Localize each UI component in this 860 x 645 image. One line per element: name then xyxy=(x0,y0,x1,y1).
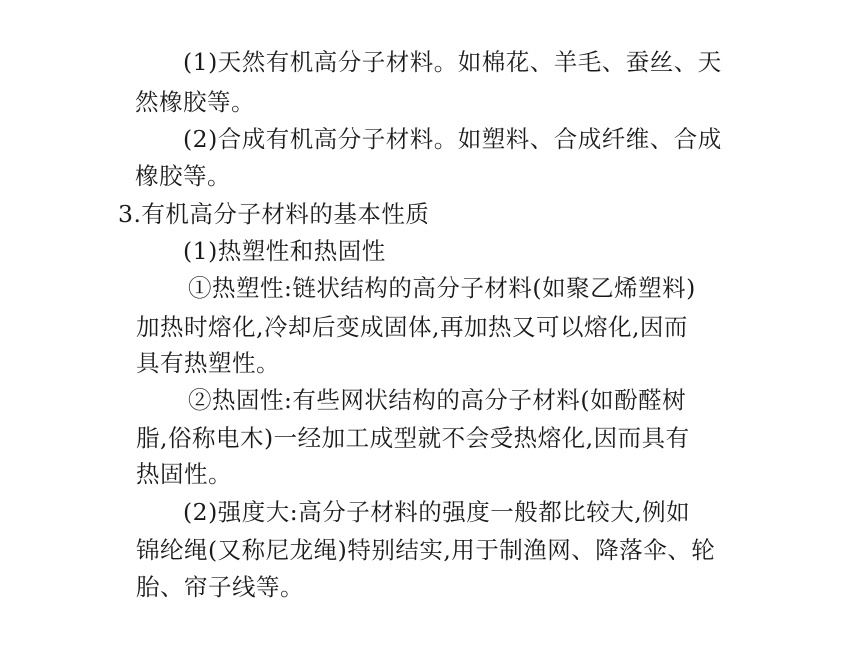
paragraph-2-line-1: (2)合成有机高分子材料。如塑料、合成纤维、合成 xyxy=(183,125,722,153)
subsection-heading: (1)热塑性和热固性 xyxy=(183,237,386,265)
paragraph-3-line-1: ①热塑性:链状结构的高分子材料(如聚乙烯塑料) xyxy=(188,274,696,302)
paragraph-1-line-1: (1)天然有机高分子材料。如棉花、羊毛、蚕丝、天 xyxy=(183,48,722,76)
paragraph-4-line-2: 脂,俗称电木)一经加工成型就不会受热熔化,因而具有 xyxy=(136,424,690,452)
paragraph-5-line-2: 锦纶绳(又称尼龙绳)特别结实,用于制渔网、降落伞、轮 xyxy=(136,536,716,564)
paragraph-2-line-2: 橡胶等。 xyxy=(135,162,231,190)
paragraph-5-line-3: 胎、帘子线等。 xyxy=(136,573,304,601)
paragraph-1-line-2: 然橡胶等。 xyxy=(135,88,255,116)
paragraph-5-line-1: (2)强度大:高分子材料的强度一般都比较大,例如 xyxy=(183,498,691,526)
paragraph-4-line-1: ②热固性:有些网状结构的高分子材料(如酚醛树 xyxy=(188,386,687,414)
section-heading: 3.有机高分子材料的基本性质 xyxy=(118,200,430,228)
paragraph-3-line-2: 加热时熔化,冷却后变成固体,再加热又可以熔化,因而 xyxy=(136,313,688,341)
paragraph-3-line-3: 具有热塑性。 xyxy=(136,349,280,377)
paragraph-4-line-3: 热固性。 xyxy=(136,460,232,488)
